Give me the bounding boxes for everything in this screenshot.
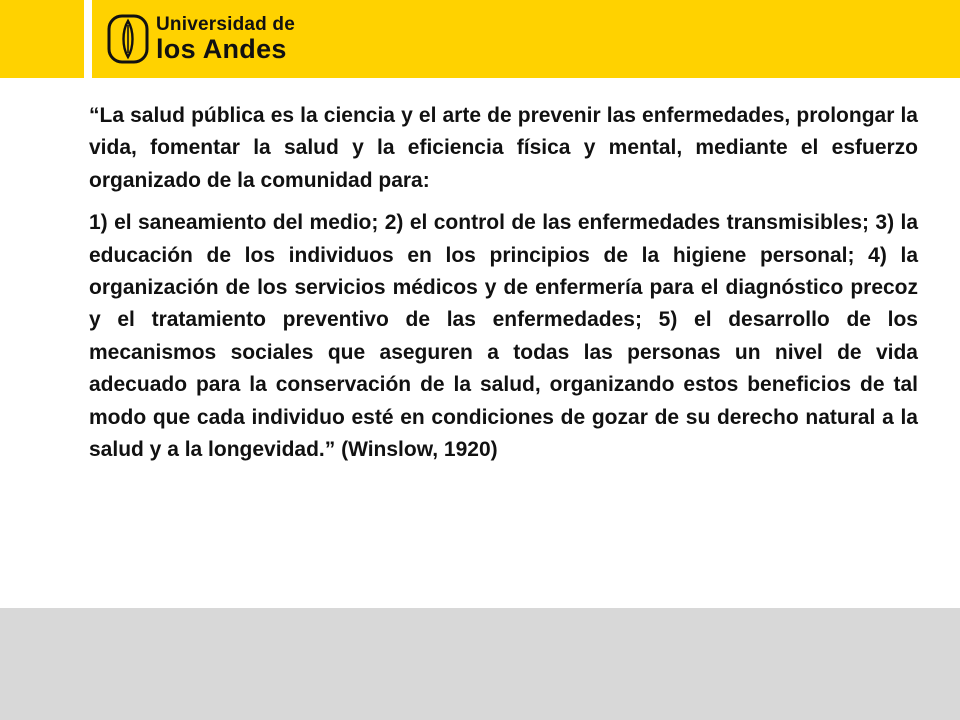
- footer-spacer: [0, 568, 960, 608]
- logo-line-university: Universidad de: [156, 14, 296, 35]
- logo-emblem-icon: [106, 13, 150, 65]
- quote-paragraph-intro: “La salud pública es la ciencia y el arte de prevenir las enfermedades, prolongar la vida, fomentar la salud y la eficiencia física y mental, mediante el esfuerzo organizado de la comunidad para:: [89, 104, 918, 192]
- logo-wordmark: [156, 15, 295, 63]
- quote-paragraph-list: 1) el saneamiento del medio; 2) el control de las enfermedades transmisibles; 3) la educación de los individuos en los principios de la higiene personal; 4) la organización de los servicios médicos y de enfermería para el diagnóstico precoz y el tratamiento preventivo de las enfermedades; 5) el desarrollo de los mecanismos sociales que aseguren a todas las personas un nivel de vida adecuado para la conservación de la salud, organizando estos beneficios de tal modo que cada individuo esté en condiciones de gozar de su derecho natural a la salud y a la longevidad.” (Winslow, 1920): [89, 211, 918, 462]
- footer-band: [0, 608, 960, 720]
- header-divider: [84, 0, 92, 78]
- header-band-left: [0, 0, 84, 78]
- slide-content: [89, 100, 918, 476]
- university-logo: [106, 10, 295, 68]
- logo-line-andes: los Andes: [156, 34, 287, 64]
